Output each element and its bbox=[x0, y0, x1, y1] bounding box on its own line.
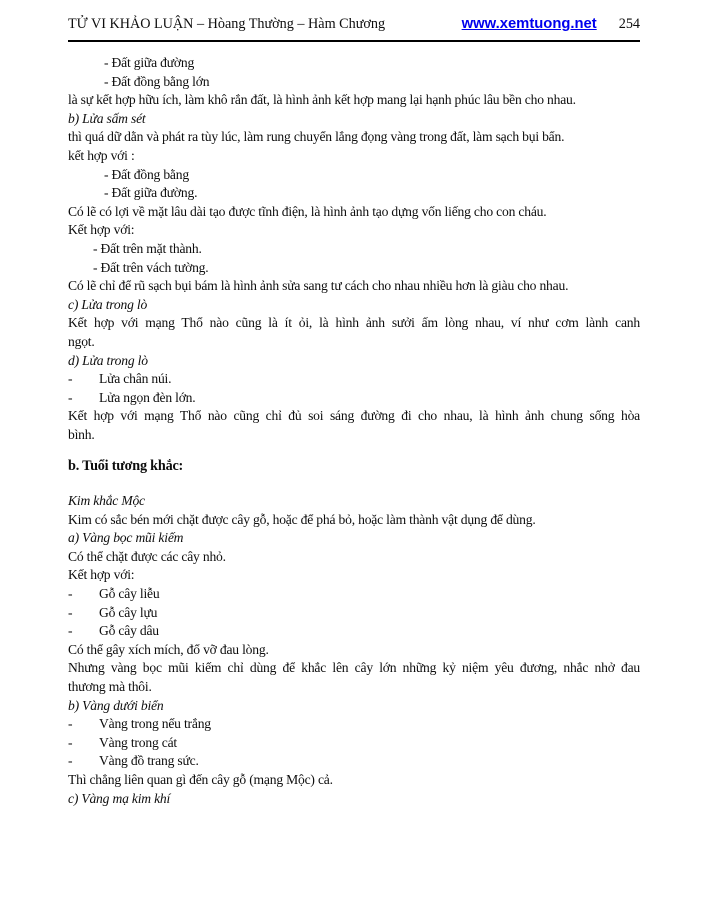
list-item-text: Gỗ cây lựu bbox=[99, 604, 158, 620]
bullet-line: - Đất trên vách tường. bbox=[93, 259, 209, 275]
text-line: ngọt. bbox=[68, 333, 95, 349]
list-item-text: Gỗ cây dâu bbox=[99, 623, 159, 639]
list-item-text: Lửa chân núi. bbox=[99, 371, 172, 387]
list-item-text: Vàng đồ trang sức. bbox=[99, 753, 199, 769]
dash-bullet: - bbox=[68, 604, 73, 620]
subsection-label: b) Lửa sấm sét bbox=[68, 110, 146, 126]
text-line: thương mà thôi. bbox=[68, 679, 152, 694]
list-item bbox=[68, 752, 640, 771]
dash-bullet: - bbox=[68, 371, 73, 387]
bullet-line: - Đất đồng bằng bbox=[104, 166, 189, 182]
bullet-line: - Đất giữa đường bbox=[104, 55, 195, 70]
bullet-line: - Đất giữa đường. bbox=[104, 185, 198, 201]
dash-bullet: - bbox=[68, 734, 73, 750]
list-item bbox=[68, 734, 640, 753]
text-line: Thì chẳng liên quan gì đến cây gỗ (mạng Mộc) cả. bbox=[68, 771, 333, 787]
subsection-label: c) Lửa trong lò bbox=[68, 296, 148, 312]
document-lines bbox=[68, 42, 640, 808]
text-line: bình. bbox=[68, 426, 95, 442]
text-line: Có thể gây xích mích, đổ vỡ đau lòng. bbox=[68, 641, 269, 657]
text-line: thì quá dữ dằn và phát ra tùy lúc, làm rung chuyển lắng đọng vàng trong đất, làm sạch bụi bẩn. bbox=[68, 129, 565, 145]
list-item-text: Vàng trong cát bbox=[99, 734, 177, 750]
text-line: Kết hợp với: bbox=[68, 222, 135, 238]
list-item bbox=[68, 715, 640, 734]
list-item bbox=[68, 389, 640, 408]
text-line: Nhưng vàng bọc mũi kiếm chỉ dùng để khắc lên cây lớn những kỷ niệm yêu đương, nhắc nhở đau bbox=[68, 660, 640, 676]
subsection-label: a) Vàng bọc mũi kiếm bbox=[68, 530, 184, 546]
dash-bullet: - bbox=[68, 586, 73, 602]
dash-bullet: - bbox=[68, 623, 73, 639]
list-item bbox=[68, 604, 640, 623]
bullet-line: - Đất đồng bằng lớn bbox=[104, 73, 210, 89]
subsection-label: b) Vàng dưới biển bbox=[68, 697, 164, 713]
text-line: Có lẽ chỉ để rũ sạch bụi bám là hình ảnh sửa sang tư cách cho nhau nhiều hơn là giàu cho nhau. bbox=[68, 278, 569, 294]
text-line: Kết hợp với: bbox=[68, 567, 135, 583]
section-heading: b. Tuổi tương khắc: bbox=[68, 458, 184, 475]
text-line: Có thể chặt được các cây nhỏ. bbox=[68, 548, 226, 564]
list-item bbox=[68, 585, 640, 604]
subsection-label: d) Lửa trong lò bbox=[68, 352, 148, 368]
dash-bullet: - bbox=[68, 716, 73, 732]
list-item-text: Lửa ngọn đèn lớn. bbox=[99, 389, 196, 405]
subsection-label: c) Vàng mạ kim khí bbox=[68, 790, 171, 806]
text-line: Kim có sắc bén mới chặt được cây gỗ, hoặc để phá bỏ, hoặc làm thành vật dụng để dùng. bbox=[68, 511, 536, 527]
page-header bbox=[68, 0, 640, 42]
text-line: là sự kết hợp hữu ích, làm khô rắn đất, là hình ảnh kết hợp mang lại hạnh phúc lâu bền cho nhau. bbox=[68, 92, 576, 108]
text-line: Có lẽ có lợi về mặt lâu dài tạo được tĩnh điện, là hình ảnh tạo dựng vốn liếng cho con cháu. bbox=[68, 203, 547, 219]
bullet-line: - Đất trên mặt thành. bbox=[93, 240, 202, 256]
text-line: Kết hợp với mạng Thổ nào cũng chỉ đủ soi sáng đường đi cho nhau, là hình ảnh chung sống hòa bbox=[68, 408, 640, 424]
dash-bullet: - bbox=[68, 389, 73, 405]
book-title: TỬ VI KHẢO LUẬN – Hòang Thường – Hàm Chương bbox=[68, 16, 386, 32]
list-item-text: Gỗ cây liễu bbox=[99, 586, 160, 602]
website-link[interactable]: www.xemtuong.net bbox=[461, 16, 597, 32]
subsection-label: Kim khắc Mộc bbox=[68, 493, 145, 509]
dash-bullet: - bbox=[68, 753, 73, 769]
text-line: kết hợp với : bbox=[68, 147, 135, 163]
list-item-text: Vàng trong nếu trắng bbox=[99, 716, 211, 732]
page-number: 254 bbox=[618, 16, 640, 32]
list-item bbox=[68, 622, 640, 641]
list-item bbox=[68, 370, 640, 389]
text-line: Kết hợp với mạng Thổ nào cũng là ít ỏi, là hình ảnh sưởi ấm lòng nhau, ví như cơm lành canh bbox=[68, 315, 640, 331]
